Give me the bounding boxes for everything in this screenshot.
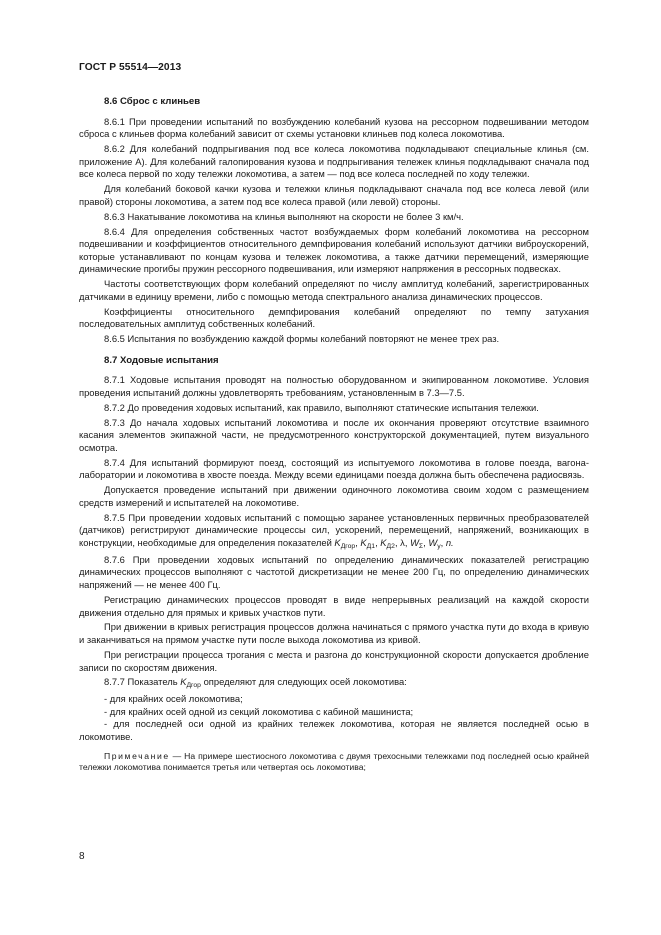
paragraph-damping: Коэффициенты относительного демпфирования колебаний определяют по темпу затухания последовательных амплитуд собственных колебаний. (79, 305, 589, 330)
paragraph-8-7-7-start: 8.7.7 Показатель (104, 676, 178, 688)
paragraph-8-7-5: 8.7.5 При проведении ходовых испытаний с помощью заранее установленных первичных преобразователей (датчиков) регистрируют динамические процессы сил, ускорений, перемещений, напряжений, возникающих в конструкции, необходимые для определения показателей $K_{Дгор}$, $K_{Д1}$, $K_{Д2}$, λ, $W_\Sigma$, $W_y$, n. (79, 511, 589, 550)
paragraph-8-6-4: 8.6.4 Для определения собственных частот возбуждаемых форм колебаний локомотива на рессорном подвешивании и коэффициентов относительного демпфирования колебаний используют датчики виброускорений, которые устанавливают по концам кузова и тележек локомотива, а также датчики перемещений, измеряющие динамические прогибы пружин рессорного подвешивания, или измеряют напряжения в рессорных подвесках. (79, 225, 589, 275)
paragraph-8-7-2: 8.7.2 До проведения ходовых испытаний, как правило, выполняют статические испытания тележки. (104, 401, 539, 413)
symbol-k-dgor: K (334, 536, 341, 548)
paragraph-8-7-1: 8.7.1 Ходовые испытания проводят на полностью оборудованном и экипированном локомотиве. Условия проведения испытаний должны удовлетворять требованиям, установленным в 7.3—7.5. (79, 374, 589, 398)
paragraph-continuous-records: Регистрацию динамических процессов проводят в виде непрерывных реализаций на каждой скорости движения отдельно для прямых и кривых участков пути. (79, 593, 589, 618)
symbol-k-d2: K (380, 536, 387, 548)
symbol-k-d2-subscript: Д2 (386, 542, 395, 550)
paragraph-8-7-7 (79, 676, 589, 691)
section-8-6-heading: 8.6 Сброс с клиньев (104, 96, 201, 107)
paragraph-frequencies: Частоты соответствующих форм колебаний определяют по числу амплитуд колебаний, зарегистрированных датчиками в единицу времени, либо с помощью метода спектрального анализа динамических процессов. (79, 278, 589, 302)
paragraph-8-6-2: 8.6.2 Для колебаний подпрыгивания под все колеса локомотива подкладывают специальные клинья (см. приложение А). Для колебаний галопирования кузова и подпрыгивания тележек клинья подкладывают сначала под все колеса первой по ходу тележки локомотива, а затем — под все колеса последней по ходу тележки. (79, 143, 589, 180)
symbol-k-d1-subscript: Д1 (366, 542, 376, 550)
symbol-w-y-subscript: y (437, 542, 441, 550)
symbol-w-sigma: W (410, 536, 419, 548)
standard-designation: ГОСТ Р 55514—2013 (79, 62, 182, 73)
paragraph-8-6-1: 8.6.1 При проведении испытаний по возбуждению колебаний кузова на рессорном подвешивании методом сброса с клиньев форма колебаний зависит от схемы установки клиньев под колеса локомотива. (79, 115, 589, 140)
paragraph-side-roll: Для колебаний боковой качки кузова и тележки клинья подкладывают сначала под все колеса левой (или правой) стороны локомотива, а затем под все колеса правой (или левой) стороны. (79, 183, 589, 207)
paragraph-8-7-6: 8.7.6 При проведении ходовых испытаний по определению динамических показателей регистрацию динамических процессов выполняют с частотой дискретизации не менее 200 Гц, по определению динамических напряжений — не менее 400 Гц. (79, 553, 589, 591)
paragraph-8-7-7-end: определяют для следующих осей локомотива: (203, 676, 407, 688)
symbol-k-d1: K (360, 536, 367, 548)
paragraph-single-locomotive: Допускается проведение испытаний при движении одиночного локомотива своим ходом с размещением средств измерений и испытателей на локомотиве. (79, 484, 589, 508)
symbol-w-y: W (428, 536, 438, 548)
paragraph-8-6-3: 8.6.3 Накатывание локомотива на клинья выполняют на скорости не более 3 км/ч. (104, 210, 464, 222)
symbol-w-sigma-subscript: Σ (418, 542, 424, 550)
list-item: - для крайних осей локомотива; (79, 693, 589, 706)
symbol-n: n. (445, 536, 454, 548)
paragraph-8-7-5-text: 8.7.5 При проведении ходовых испытаний с помощью заранее установленных первичных преобразователей (датчиков) регистрируют динамические процессы сил, ускорений, перемещений, напряжений, возникающих в конструкции, необходимые для определения показателей (79, 511, 589, 548)
symbol-k-dgor-2-subscript: Дгор (186, 682, 201, 690)
note-text: — На примере шестиосного локомотива с двумя трехосными тележками под последней осью крайней тележки локомотива понимается третья или четвертая ось локомотива; (79, 750, 589, 772)
symbol-lambda: λ (400, 536, 405, 548)
paragraph-curves: При движении в кривых регистрация процессов должна начинаться с прямого участка пути до входа в кривую и заканчиваться на прямом участке пути после выхода локомотива из кривой. (79, 621, 589, 646)
list-item: - для последней оси одной из крайних тележек локомотива, которая не является последней осью в локомотиве. (79, 718, 589, 743)
paragraph-8-7-3: 8.7.3 До начала ходовых испытаний локомотива и после их окончания проверяют отсутствие взаимного касания элементов экипажной части, не предусмотренного конструкторской документацией, путем визуального осмотра. (79, 416, 589, 453)
page-number: 8 (79, 851, 85, 862)
section-8-7-heading: 8.7 Ходовые испытания (104, 354, 219, 366)
page-content (79, 92, 589, 775)
symbol-k-dgor-subscript: Дгор (340, 542, 356, 550)
paragraph-8-7-4: 8.7.4 Для испытаний формируют поезд, состоящий из испытуемого локомотива в голове поезда, вагона-лаборатории и локомотива в хвосте поезда. Между всеми единицами поезда должна быть обеспечена радиосвязь. (79, 456, 589, 481)
paragraph-8-6-5: 8.6.5 Испытания по возбуждению каждой формы колебаний повторяют не менее трех раз. (104, 333, 500, 345)
list-item: - для крайних осей одной из секций локомотива с кабиной машиниста; (79, 706, 589, 719)
note (79, 751, 589, 773)
axes-list (79, 693, 589, 743)
paragraph-start-acceleration: При регистрации процесса трогания с места и разгона до конструкционной скорости допускается дробление записи по скоростям движения. (79, 648, 589, 673)
symbol-k-dgor-2: K (180, 676, 187, 688)
note-label: Примечание (104, 750, 170, 761)
